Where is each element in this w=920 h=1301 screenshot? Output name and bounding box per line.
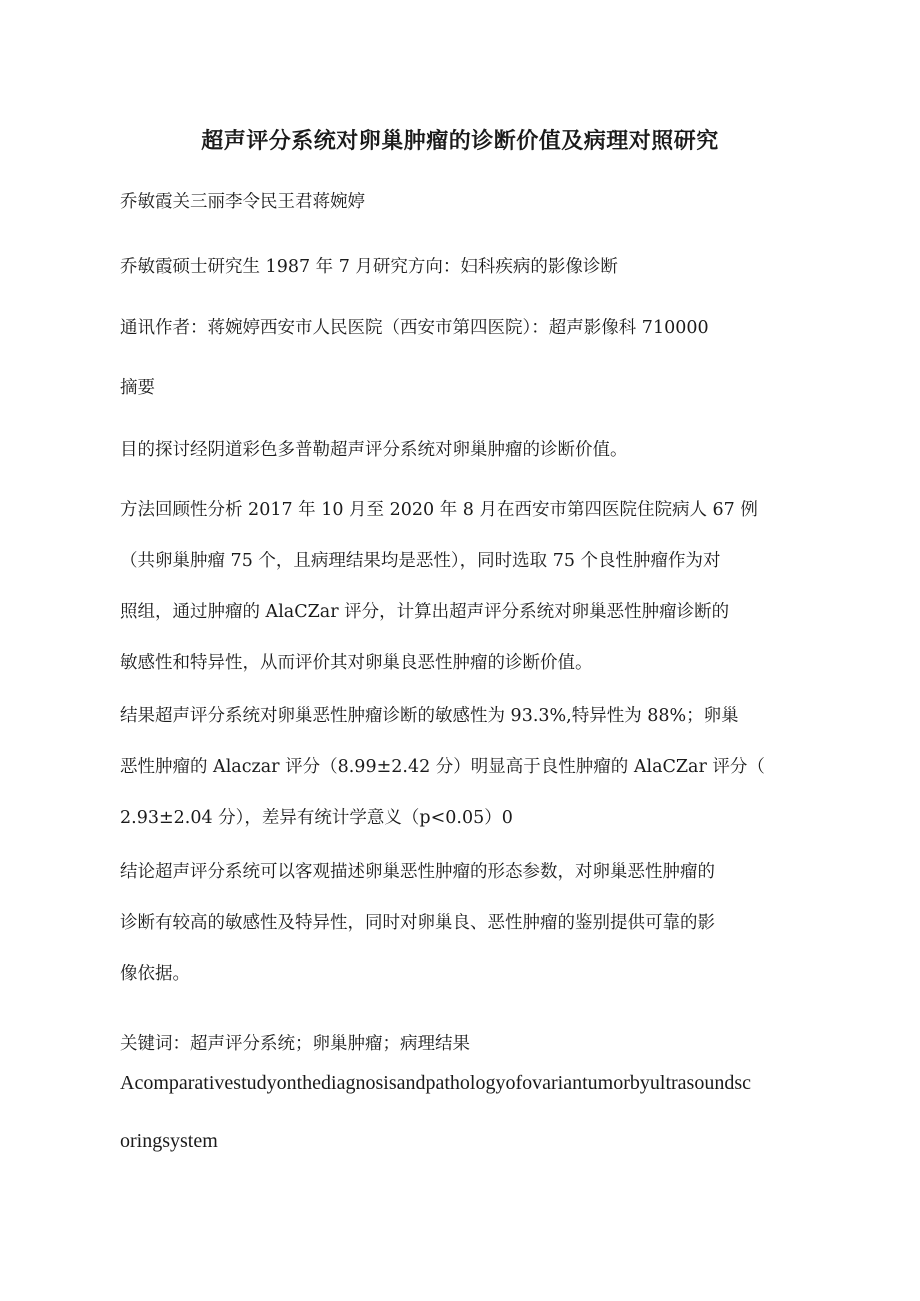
conclusion-line: 像依据。 bbox=[120, 964, 190, 984]
english-title-line: Acomparativestudyonthediagnosisandpathologyofovariantumorbyultrasoundsc bbox=[120, 1072, 751, 1094]
conclusion-line: 结论超声评分系统可以客观描述卵巢恶性肿瘤的形态参数，对卵巢恶性肿瘤的 bbox=[120, 862, 715, 882]
results-line: 结果超声评分系统对卵巢恶性肿瘤诊断的敏感性为 93.3%,特异性为 88%；卵巢 bbox=[120, 706, 739, 726]
conclusion-line: 诊断有较高的敏感性及特异性，同时对卵巢良、恶性肿瘤的鉴别提供可靠的影 bbox=[120, 913, 715, 933]
author-list: 乔敏霞关三丽李令民王君蒋婉婷 bbox=[120, 192, 365, 212]
abstract-results bbox=[120, 691, 810, 844]
methods-line: 方法回顾性分析 2017 年 10 月至 2020 年 8 月在西安市第四医院住院病人 67 例 bbox=[120, 500, 758, 520]
methods-line: 照组，通过肿瘤的 AlaCZar 评分，计算出超声评分系统对卵巢恶性肿瘤诊断的 bbox=[120, 602, 730, 622]
corresponding-author-info: 通讯作者：蒋婉婷西安市人民医院（西安市第四医院）：超声影像科 710000 bbox=[120, 318, 709, 338]
english-title-line: oringsystem bbox=[120, 1130, 218, 1152]
abstract-methods bbox=[120, 485, 810, 689]
methods-line: 敏感性和特异性，从而评价其对卵巢良恶性肿瘤的诊断价值。 bbox=[120, 653, 593, 673]
paper-title: 超声评分系统对卵巢肿瘤的诊断价值及病理对照研究 bbox=[201, 129, 719, 154]
abstract-heading: 摘要 bbox=[120, 378, 155, 398]
keywords: 关键词：超声评分系统；卵巢肿瘤；病理结果 bbox=[120, 1034, 470, 1054]
results-line: 2.93±2.04 分），差异有统计学意义（p<0.05）0 bbox=[120, 808, 513, 828]
abstract-objective: 目的探讨经阴道彩色多普勒超声评分系统对卵巢肿瘤的诊断价值。 bbox=[120, 440, 628, 460]
results-line: 恶性肿瘤的 Alaczar 评分（8.99±2.42 分）明显高于良性肿瘤的 AlaCZar 评分（ bbox=[120, 757, 765, 777]
abstract-conclusion bbox=[120, 847, 810, 1000]
first-author-info: 乔敏霞硕士研究生 1987 年 7 月研究方向：妇科疾病的影像诊断 bbox=[120, 257, 618, 277]
methods-line: （共卵巢肿瘤 75 个，且病理结果均是恶性），同时选取 75 个良性肿瘤作为对 bbox=[120, 551, 721, 571]
english-title bbox=[120, 1054, 820, 1170]
